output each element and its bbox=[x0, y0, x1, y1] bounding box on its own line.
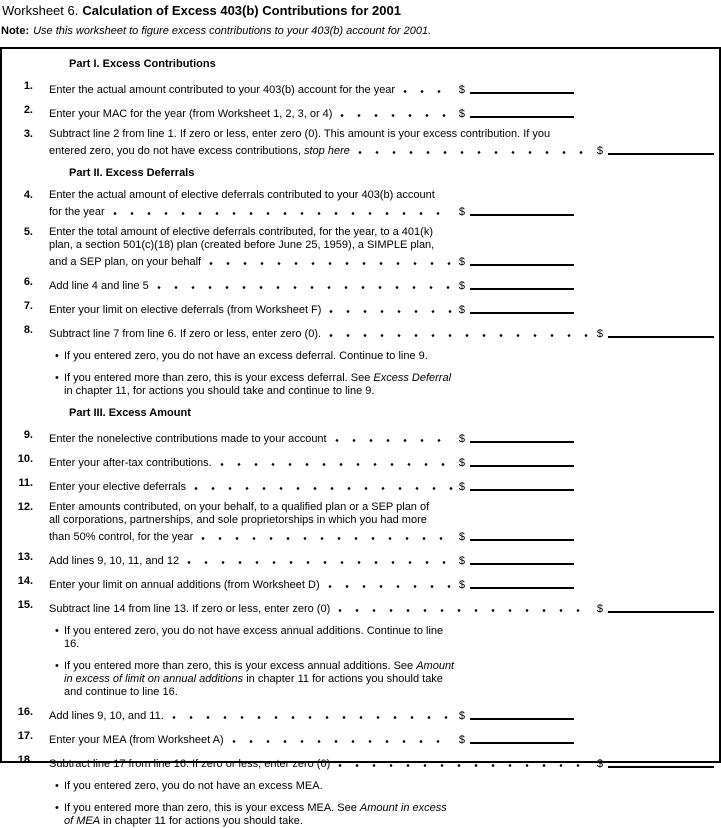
dot-leader bbox=[403, 90, 453, 93]
worksheet-line-row bbox=[2, 575, 714, 592]
worksheet-line-row bbox=[2, 324, 714, 341]
part-heading: Part I. Excess Contributions bbox=[69, 58, 216, 70]
text-segment: Enter the nonelective contributions made to your account bbox=[49, 433, 327, 445]
part-heading: Part II. Excess Deferrals bbox=[69, 167, 195, 179]
text-segment: Add lines 9, 10, 11, and 12 bbox=[49, 555, 180, 567]
amount-field[interactable] bbox=[470, 203, 574, 216]
amount-row bbox=[49, 104, 574, 121]
amount-field[interactable] bbox=[470, 430, 574, 443]
line-text bbox=[49, 758, 330, 771]
amount-field[interactable] bbox=[470, 454, 574, 467]
line-content bbox=[49, 599, 714, 616]
amount-row bbox=[49, 453, 574, 470]
line-text bbox=[49, 239, 714, 252]
worksheet-line-row bbox=[2, 104, 714, 121]
text-segment: Excess Deferral bbox=[373, 372, 452, 384]
text-segment: Enter your limit on annual additions (from Worksheet D) bbox=[49, 579, 320, 591]
bullet-text bbox=[64, 802, 714, 828]
line-number: 2. bbox=[23, 104, 33, 116]
dollar-sign: $ bbox=[458, 734, 465, 746]
line-content bbox=[49, 730, 714, 747]
line-number: 18. bbox=[17, 754, 33, 766]
worksheet-line-row bbox=[2, 599, 714, 616]
line-content bbox=[49, 276, 714, 293]
dollar-sign: $ bbox=[596, 758, 603, 770]
text-segment: in chapter 11 for actions you should take. bbox=[100, 815, 303, 827]
line-content bbox=[49, 660, 714, 699]
part-heading: Part III. Excess Amount bbox=[69, 407, 191, 419]
bullet-row bbox=[2, 372, 714, 398]
dollar-sign: $ bbox=[458, 555, 465, 567]
bullet-text bbox=[64, 780, 714, 793]
dollar-sign: $ bbox=[596, 603, 603, 615]
line-text bbox=[49, 304, 321, 317]
line-number: 3. bbox=[23, 128, 33, 140]
line-content bbox=[49, 551, 714, 568]
amount-field[interactable] bbox=[608, 325, 714, 338]
amount-field[interactable] bbox=[608, 600, 714, 613]
amount-field[interactable] bbox=[470, 81, 574, 94]
line-number: 17. bbox=[17, 730, 33, 742]
line-number bbox=[2, 350, 33, 363]
line-content bbox=[49, 128, 714, 158]
line-text bbox=[49, 710, 164, 723]
worksheet-line-row bbox=[2, 189, 714, 219]
amount-row bbox=[49, 706, 574, 723]
line-text bbox=[49, 189, 714, 202]
line-content bbox=[49, 300, 714, 317]
worksheet-number: Worksheet 6. bbox=[2, 3, 79, 18]
amount-row bbox=[49, 527, 574, 544]
worksheet-box bbox=[0, 47, 721, 827]
bullet-icon: • bbox=[55, 660, 59, 672]
worksheet-line-row bbox=[2, 477, 714, 494]
dot-leader bbox=[194, 487, 453, 490]
text-segment: Enter amounts contributed, on your behalf, to a qualified plan or a SEP plan of bbox=[49, 501, 430, 513]
line-content bbox=[49, 501, 714, 544]
amount-row bbox=[49, 300, 574, 317]
line-number: 7. bbox=[23, 300, 33, 312]
worksheet-title-text: Calculation of Excess 403(b) Contributions for 2001 bbox=[82, 3, 401, 18]
text-segment: for the year bbox=[49, 206, 105, 218]
bullet-row bbox=[2, 780, 714, 793]
text-segment: of MEA bbox=[64, 815, 101, 827]
amount-row bbox=[49, 730, 574, 747]
text-segment: If you entered zero, you do not have an excess deferral. Continue to line 9. bbox=[64, 350, 428, 362]
bullet-text bbox=[64, 625, 714, 651]
bullet-item bbox=[49, 660, 714, 699]
amount-field[interactable] bbox=[470, 253, 574, 266]
text-segment: in chapter 11 for actions you should take bbox=[243, 673, 443, 685]
worksheet-line-row bbox=[2, 754, 714, 771]
line-text bbox=[49, 531, 193, 544]
line-number: 10. bbox=[17, 453, 33, 465]
worksheet-line-row bbox=[2, 706, 714, 723]
line-text bbox=[49, 108, 332, 121]
bullet-item bbox=[49, 350, 714, 363]
dot-leader bbox=[358, 151, 591, 154]
dollar-sign: $ bbox=[458, 304, 465, 316]
text-segment: and a SEP plan, on your behalf bbox=[49, 256, 202, 268]
line-content bbox=[49, 372, 714, 398]
text-segment: If you entered more than zero, this is your excess deferral. See bbox=[64, 372, 374, 384]
text-segment: Enter your MAC for the year (from Worksheet 1, 2, 3, or 4) bbox=[49, 108, 333, 120]
dollar-sign: $ bbox=[458, 433, 465, 445]
dollar-sign: $ bbox=[596, 328, 603, 340]
line-text bbox=[64, 815, 714, 828]
dot-leader bbox=[329, 310, 452, 313]
line-number: 9. bbox=[23, 429, 33, 441]
dot-leader bbox=[209, 262, 453, 265]
line-text bbox=[64, 673, 714, 686]
text-segment: in chapter 11, for actions you should take and continue to line 9. bbox=[64, 385, 375, 397]
dot-leader bbox=[232, 740, 453, 743]
line-content bbox=[49, 226, 714, 269]
line-content bbox=[49, 575, 714, 592]
line-text bbox=[64, 625, 714, 638]
amount-row bbox=[49, 252, 574, 269]
text-segment: Enter your MEA (from Worksheet A) bbox=[49, 734, 224, 746]
amount-row bbox=[49, 599, 714, 616]
text-segment: If you entered zero, you do not have an excess MEA. bbox=[64, 780, 323, 792]
line-text bbox=[49, 555, 179, 568]
text-segment: If you entered more than zero, this is your excess annual additions. See bbox=[64, 660, 417, 672]
bullet-icon: • bbox=[55, 780, 59, 792]
line-text bbox=[49, 206, 105, 219]
amount-field[interactable] bbox=[470, 277, 574, 290]
worksheet-line-row bbox=[2, 80, 714, 97]
dot-leader bbox=[329, 334, 591, 337]
line-number: 1. bbox=[23, 80, 33, 92]
worksheet-line-row bbox=[2, 300, 714, 317]
dot-leader bbox=[220, 463, 453, 466]
worksheet-line-row bbox=[2, 276, 714, 293]
line-text bbox=[49, 734, 224, 747]
amount-field[interactable] bbox=[470, 478, 574, 491]
amount-row bbox=[49, 80, 574, 97]
line-text bbox=[49, 457, 212, 470]
line-number: 15. bbox=[17, 599, 33, 611]
dollar-sign: $ bbox=[458, 108, 465, 120]
text-segment: Subtract line 2 from line 1. If zero or less, enter zero (0). This amount is your excess contribution. If you bbox=[49, 128, 551, 140]
text-segment: Enter the total amount of elective deferrals contributed, for the year, to a 401(k) bbox=[49, 226, 433, 238]
text-segment: 16. bbox=[64, 638, 80, 650]
bullet-item bbox=[49, 780, 714, 793]
text-segment: all corporations, partnerships, and sole proprietorships in which you had more bbox=[49, 514, 427, 526]
amount-field[interactable] bbox=[470, 301, 574, 314]
line-number bbox=[2, 660, 33, 699]
dot-leader bbox=[172, 716, 453, 719]
line-text bbox=[49, 84, 395, 97]
amount-row bbox=[49, 202, 574, 219]
amount-field[interactable] bbox=[470, 105, 574, 118]
text-segment: in excess of limit on annual additions bbox=[64, 673, 244, 685]
line-text bbox=[64, 802, 714, 815]
text-segment: Enter the actual amount of elective deferrals contributed to your 403(b) account bbox=[49, 189, 435, 201]
line-content bbox=[49, 324, 714, 341]
text-segment: Add line 4 and line 5 bbox=[49, 280, 149, 292]
line-number: 12. bbox=[17, 501, 33, 513]
bullet-text bbox=[64, 350, 714, 363]
dot-leader bbox=[328, 585, 453, 588]
worksheet-line-row bbox=[2, 226, 714, 269]
line-number: 8. bbox=[23, 324, 33, 336]
line-content bbox=[49, 429, 714, 446]
text-segment: Enter your limit on elective deferrals (from Worksheet F) bbox=[49, 304, 322, 316]
line-text bbox=[64, 686, 714, 699]
amount-field[interactable] bbox=[608, 755, 714, 768]
dollar-sign: $ bbox=[458, 531, 465, 543]
amount-field[interactable] bbox=[608, 142, 714, 155]
text-segment: plan, a section 501(c)(18) plan (created before June 25, 1959), a SIMPLE plan, bbox=[49, 239, 435, 251]
bullet-icon: • bbox=[55, 372, 59, 384]
text-segment: Enter the actual amount contributed to your 403(b) account for the year bbox=[49, 84, 396, 96]
amount-row bbox=[49, 276, 574, 293]
line-number: 13. bbox=[17, 551, 33, 563]
dot-leader bbox=[201, 537, 453, 540]
line-text bbox=[49, 501, 714, 514]
line-text bbox=[64, 780, 714, 793]
text-segment: Add lines 9, 10, and 11. bbox=[49, 710, 164, 722]
bullet-text bbox=[64, 660, 714, 699]
line-text bbox=[49, 328, 321, 341]
line-text bbox=[49, 226, 714, 239]
line-number: 6. bbox=[23, 276, 33, 288]
line-text bbox=[49, 256, 201, 269]
worksheet-line-row bbox=[2, 730, 714, 747]
text-segment: If you entered zero, you do not have excess annual additions. Continue to line bbox=[64, 625, 444, 637]
line-text bbox=[64, 372, 714, 385]
line-text bbox=[64, 350, 714, 363]
line-text bbox=[64, 638, 714, 651]
text-segment: Amount bbox=[416, 660, 455, 672]
line-text bbox=[49, 145, 350, 158]
line-text bbox=[64, 660, 714, 673]
text-segment: and continue to line 16. bbox=[64, 686, 178, 698]
page-title bbox=[0, 0, 721, 18]
line-number: 5. bbox=[23, 226, 33, 238]
bullet-icon: • bbox=[55, 802, 59, 814]
amount-field[interactable] bbox=[470, 576, 574, 589]
dollar-sign: $ bbox=[458, 579, 465, 591]
line-text bbox=[49, 280, 149, 293]
worksheet-line-row bbox=[2, 551, 714, 568]
amount-row bbox=[49, 575, 574, 592]
line-text bbox=[49, 481, 186, 494]
dot-leader bbox=[338, 609, 591, 612]
bullet-icon: • bbox=[55, 625, 59, 637]
amount-field[interactable] bbox=[470, 731, 574, 744]
dollar-sign: $ bbox=[458, 256, 465, 268]
amount-field[interactable] bbox=[470, 528, 574, 541]
dot-leader bbox=[157, 286, 453, 289]
line-content bbox=[49, 453, 714, 470]
text-segment: Enter your after-tax contributions. bbox=[49, 457, 212, 469]
line-content bbox=[49, 80, 714, 97]
line-number: 14. bbox=[17, 575, 33, 587]
line-content bbox=[49, 189, 714, 219]
line-number bbox=[2, 802, 33, 828]
bullet-text bbox=[64, 372, 714, 398]
text-segment: Enter your elective deferrals bbox=[49, 481, 186, 493]
amount-row bbox=[49, 141, 714, 158]
dollar-sign: $ bbox=[458, 206, 465, 218]
worksheet-line-row bbox=[2, 128, 714, 158]
worksheet-line-row bbox=[2, 501, 714, 544]
dollar-sign: $ bbox=[458, 481, 465, 493]
dot-leader bbox=[187, 561, 453, 564]
dot-leader bbox=[340, 114, 452, 117]
dot-leader bbox=[335, 439, 453, 442]
bullet-row bbox=[2, 625, 714, 651]
line-text bbox=[49, 128, 714, 141]
bullet-icon: • bbox=[55, 350, 59, 362]
line-number bbox=[2, 780, 33, 793]
dot-leader bbox=[338, 764, 591, 767]
bullet-row bbox=[2, 660, 714, 699]
text-segment: Subtract line 7 from line 6. If zero or less, enter zero (0). bbox=[49, 328, 322, 340]
line-number bbox=[2, 625, 33, 651]
line-content bbox=[49, 625, 714, 651]
dot-leader bbox=[113, 212, 453, 215]
note-text: Use this worksheet to figure excess contributions to your 403(b) account for 2001. bbox=[33, 25, 432, 37]
text-segment: entered zero, you do not have excess contributions, bbox=[49, 145, 304, 157]
line-content bbox=[49, 350, 714, 363]
line-content bbox=[49, 754, 714, 771]
dollar-sign: $ bbox=[458, 710, 465, 722]
line-number: 11. bbox=[18, 477, 33, 489]
dollar-sign: $ bbox=[458, 280, 465, 292]
text-segment: If you entered more than zero, this is your excess MEA. See bbox=[64, 802, 360, 814]
bullet-item bbox=[49, 625, 714, 651]
text-segment: Amount in excess bbox=[359, 802, 447, 814]
line-content bbox=[49, 477, 714, 494]
amount-row bbox=[49, 477, 574, 494]
bullet-row bbox=[2, 802, 714, 828]
line-content bbox=[49, 780, 714, 793]
worksheet-line-row bbox=[2, 429, 714, 446]
dollar-sign: $ bbox=[458, 84, 465, 96]
line-content bbox=[49, 104, 714, 121]
amount-field[interactable] bbox=[470, 552, 574, 565]
note-label: Note: bbox=[1, 25, 30, 37]
text-segment: stop here bbox=[304, 145, 350, 157]
bullet-item bbox=[49, 372, 714, 398]
line-text bbox=[49, 514, 714, 527]
line-number bbox=[2, 372, 33, 398]
line-text bbox=[49, 603, 330, 616]
amount-row bbox=[49, 429, 574, 446]
line-text bbox=[49, 433, 327, 446]
line-text bbox=[49, 579, 320, 592]
dollar-sign: $ bbox=[596, 145, 603, 157]
line-content bbox=[49, 802, 714, 828]
text-segment: Subtract line 17 from line 16. If zero or less, enter zero (0) bbox=[49, 758, 331, 770]
worksheet-line-row bbox=[2, 453, 714, 470]
worksheet-note bbox=[1, 25, 721, 38]
text-segment: than 50% control, for the year bbox=[49, 531, 194, 543]
line-number: 16. bbox=[17, 706, 33, 718]
bullet-row bbox=[2, 350, 714, 363]
line-content bbox=[49, 706, 714, 723]
dollar-sign: $ bbox=[458, 457, 465, 469]
amount-row bbox=[49, 551, 574, 568]
line-number: 4. bbox=[23, 189, 33, 201]
bullet-item bbox=[49, 802, 714, 828]
amount-field[interactable] bbox=[470, 707, 574, 720]
amount-row bbox=[49, 324, 714, 341]
line-text bbox=[64, 385, 714, 398]
amount-row bbox=[49, 754, 714, 771]
text-segment: Subtract line 14 from line 13. If zero or less, enter zero (0) bbox=[49, 603, 331, 615]
